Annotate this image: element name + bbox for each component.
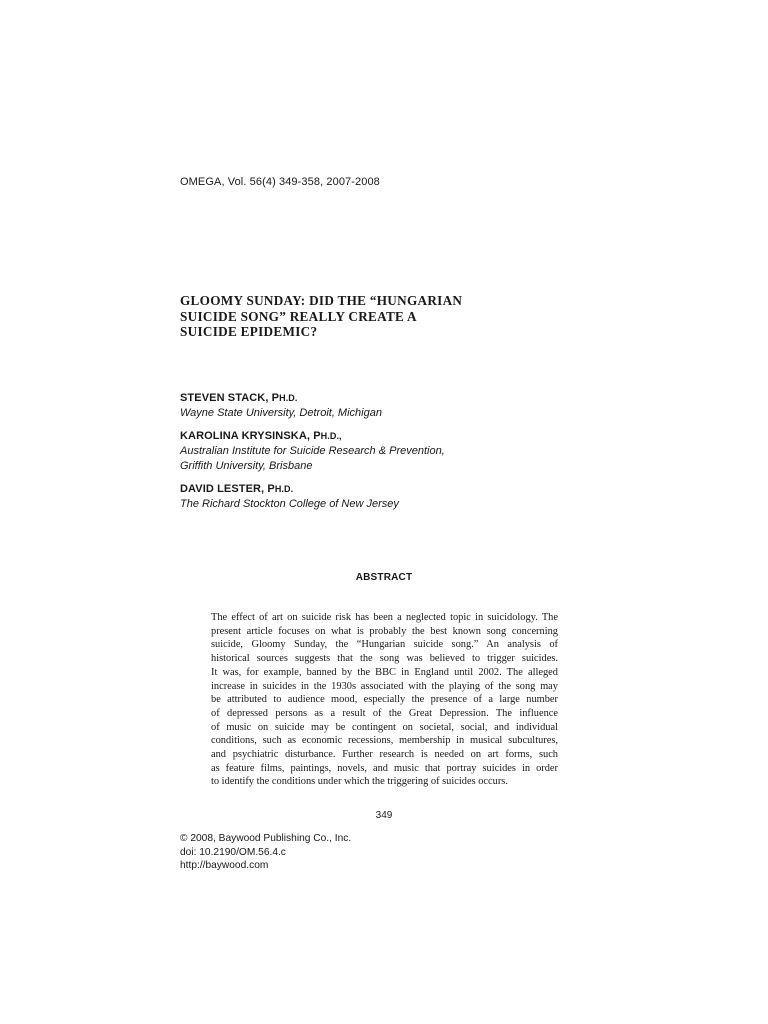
abstract-line: present article focuses on what is probably the best known song concerning: [211, 625, 558, 637]
abstract-line: suicide, Gloomy Sunday, the “Hungarian suicide song.” An analysis of: [211, 639, 558, 651]
copyright-notice: © 2008, Baywood Publishing Co., Inc.: [180, 833, 352, 844]
article-title: [180, 293, 520, 340]
abstract-line: historical sources suggests that the song was believed to trigger suicides.: [211, 653, 558, 665]
title-line: SUICIDE EPIDEMIC?: [180, 324, 318, 339]
abstract-line: of depressed persons as a result of the Great Depression. The influence: [211, 707, 558, 719]
abstract-line: increase in suicides in the 1930s associated with the playing of the song may: [211, 680, 558, 692]
abstract-line: be attributed to audience mood, especially the presence of a large number: [211, 694, 558, 706]
abstract-body: [211, 611, 558, 789]
author-name: KAROLINA KRYSINSKA, PH.D.,: [180, 429, 342, 442]
abstract-line: as feature films, paintings, novels, and music that portray suicides in order: [211, 762, 558, 774]
author-affiliation: Australian Institute for Suicide Research & Prevention,: [180, 444, 445, 457]
author-entry: [180, 391, 600, 422]
author-entry: [180, 482, 600, 513]
abstract-line: to identify the conditions under which the triggering of suicides occurs.: [211, 776, 508, 788]
author-affiliation: Wayne State University, Detroit, Michigan: [180, 407, 382, 419]
copyright-block: [180, 832, 351, 873]
abstract-heading: ABSTRACT: [355, 572, 413, 583]
author-affiliation: The Richard Stockton College of New Jersey: [180, 497, 399, 510]
abstract-line: of music on suicide may be contingent on societal, social, and individual: [211, 721, 558, 733]
title-line: SUICIDE SONG” REALLY CREATE A: [180, 308, 417, 324]
publisher-url: http://baywood.com: [180, 860, 269, 871]
abstract-line: conditions, such as economic recessions, membership in musical subcultures,: [211, 735, 558, 747]
doi-text: doi: 10.2190/OM.56.4.c: [180, 846, 286, 858]
author-name: STEVEN STACK, PH.D.: [180, 392, 298, 404]
page-number: 349: [375, 810, 393, 821]
author-affiliation: Griffith University, Brisbane: [180, 460, 313, 472]
author-name: DAVID LESTER, PH.D.: [180, 482, 294, 495]
journal-citation: OMEGA, Vol. 56(4) 349-358, 2007-2008: [180, 176, 380, 188]
author-list: [180, 391, 600, 519]
author-entry: [180, 429, 600, 475]
abstract-line: It was, for example, banned by the BBC in England until 2002. The alleged: [211, 666, 558, 678]
abstract-line: The effect of art on suicide risk has been a neglected topic in suicidology. The: [211, 612, 558, 623]
title-line: GLOOMY SUNDAY: DID THE “HUNGARIAN: [180, 293, 463, 308]
abstract-line: and psychiatric disturbance. Further research is needed on art forms, such: [211, 749, 558, 761]
